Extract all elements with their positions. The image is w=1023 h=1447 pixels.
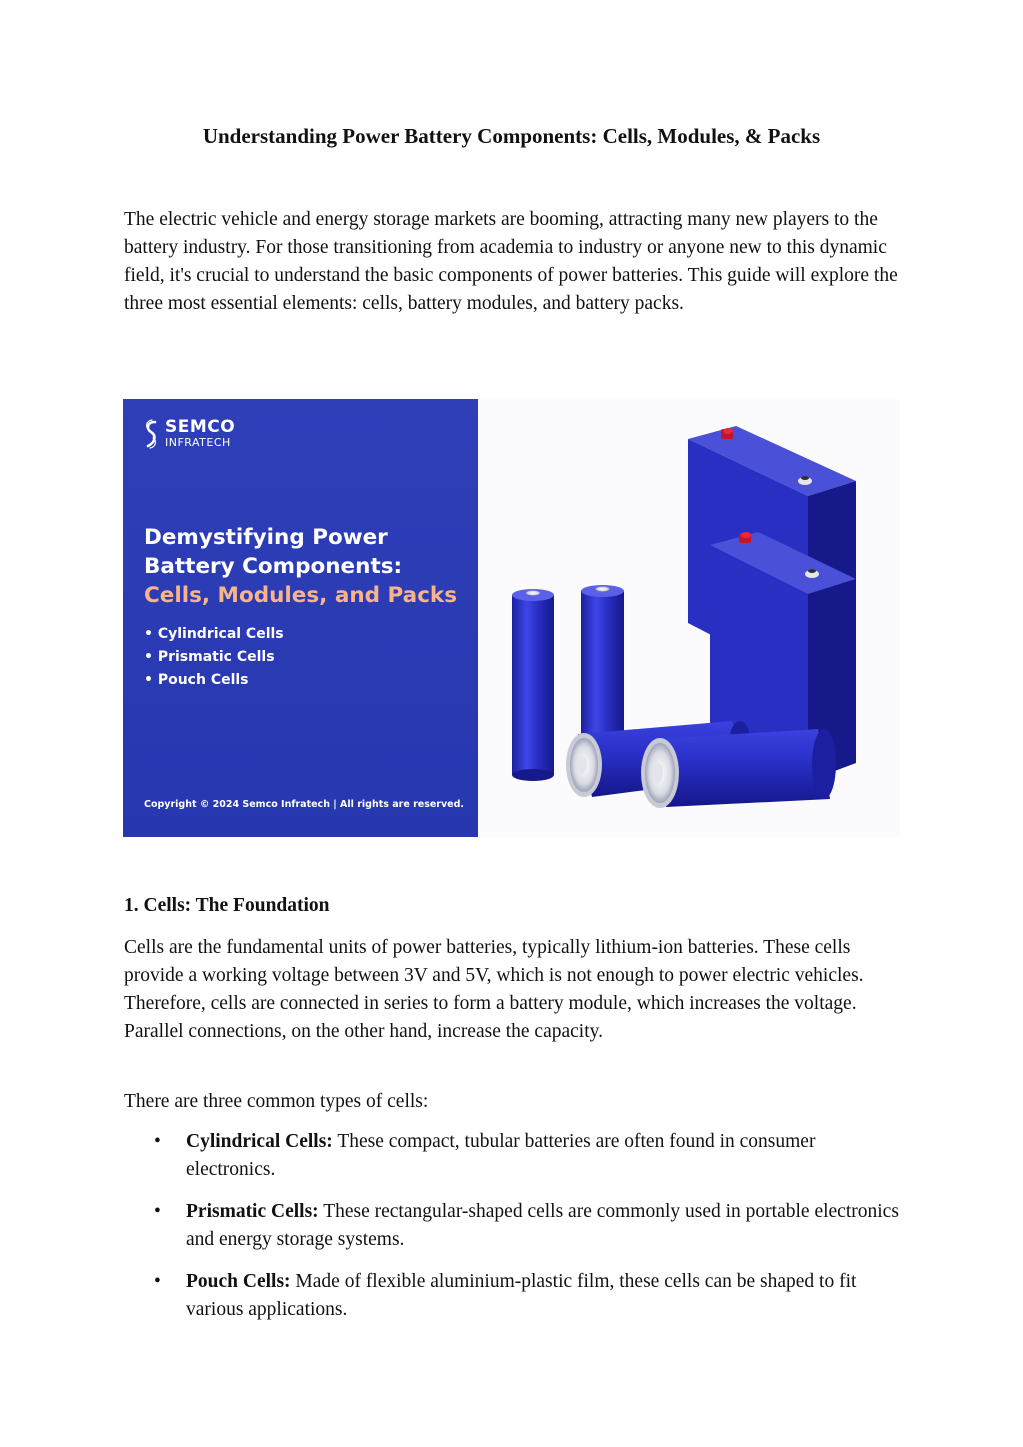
banner-cell-types	[144, 623, 284, 692]
list-item-desc: These rectangular-shaped cells are commonly used in portable electronics and energy storage systems.	[186, 1201, 899, 1250]
logo-subtitle: INFRATECH	[165, 436, 231, 449]
cell-types-intro: There are three common types of cells:	[124, 1091, 429, 1112]
bullet: •	[154, 1271, 161, 1292]
banner-copyright: Copyright © 2024 Semco Infratech | All rights are reserved.	[144, 799, 465, 810]
banner-list-item: • Pouch Cells	[144, 669, 284, 692]
bullet: •	[154, 1201, 161, 1222]
list-item	[124, 1128, 904, 1184]
battery-cells-photo	[478, 399, 900, 837]
list-item-desc: These compact, tubular batteries are often found in consumer electronics.	[186, 1131, 816, 1180]
logo-name: SEMCO	[165, 417, 236, 437]
intro-paragraph: The electric vehicle and energy storage markets are booming, attracting many new players to the battery industry. For those transitioning from academia to industry or anyone new to this dynamic field, it's crucial to understand the basic components of power batteries. This guide will explore the three most essential elements: cells, battery modules, and battery packs.	[124, 209, 898, 314]
banner-heading	[144, 523, 474, 610]
cylindrical-cell-standing-left	[512, 589, 554, 781]
list-item	[124, 1268, 904, 1324]
semco-logo	[143, 419, 235, 451]
document-title: Understanding Power Battery Components: Cells, Modules, & Packs	[202, 124, 821, 148]
list-item-term: Cylindrical Cells:	[186, 1131, 333, 1152]
section-heading-cells: 1. Cells: The Foundation	[124, 895, 330, 916]
banner-heading-line1: Demystifying Power	[144, 525, 388, 550]
banner-list-item: • Prismatic Cells	[144, 646, 284, 669]
banner-list-item: • Cylindrical Cells	[144, 623, 284, 646]
banner-heading-highlight: Cells, Modules, and Packs	[144, 583, 458, 608]
list-item-term: Pouch Cells:	[186, 1271, 291, 1292]
bullet: •	[154, 1131, 161, 1152]
list-item-term: Prismatic Cells:	[186, 1201, 319, 1222]
list-item	[124, 1198, 904, 1254]
list-item-desc: Made of flexible aluminium-plastic film, these cells can be shaped to fit various applications.	[186, 1271, 857, 1320]
hero-figure	[123, 399, 900, 837]
promo-banner	[123, 399, 478, 837]
cells-paragraph: Cells are the fundamental units of power batteries, typically lithium-ion batteries. These cells provide a working voltage between 3V and 5V, which is not enough to power electric vehicles. Therefore, cells are connected in series to form a battery module, which increases the voltage. Parallel connections, on the other hand, increase the capacity.	[124, 937, 864, 1042]
cell-types-list	[124, 1128, 904, 1338]
cylindrical-cell-lying-front	[641, 729, 836, 808]
banner-heading-line2: Battery Components:	[144, 554, 403, 579]
semco-logo-icon	[143, 419, 159, 451]
